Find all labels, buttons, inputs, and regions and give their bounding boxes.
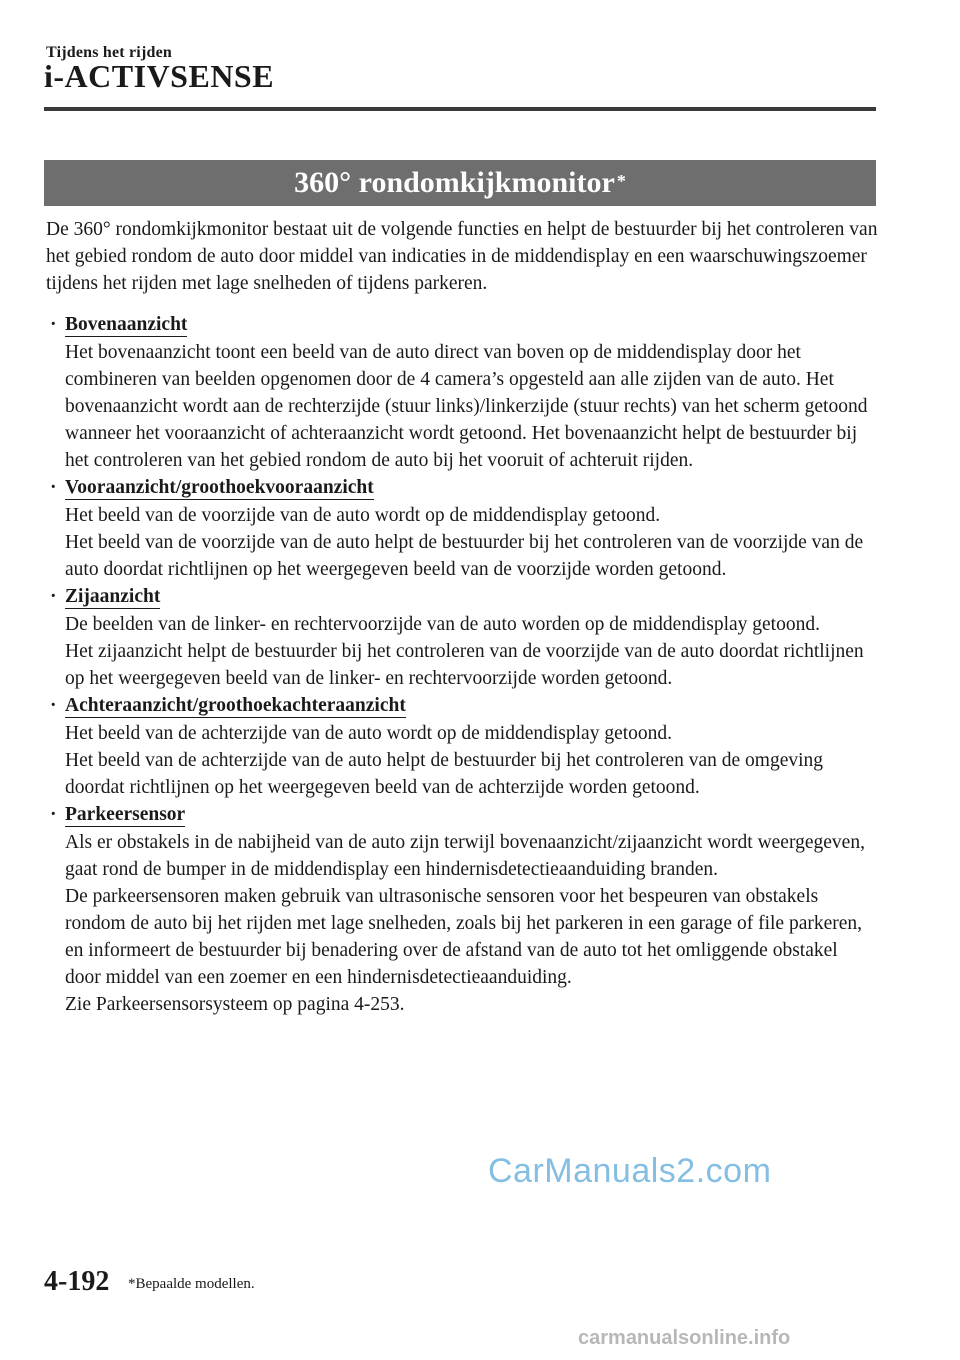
feature-paragraph: Als er obstakels in de nabijheid van de auto zijn terwijl bovenaanzicht/zijaanzicht wordt weergegeven, gaat rond de bumper in de middendisplay een hindernisdetectieaanduiding branden. [65,832,865,880]
feature-paragraph: De beelden van de linker- en rechtervoorzijde van de auto worden op de middendisplay getoond. [65,614,820,635]
footnote: *Bepaalde modellen. [128,1276,255,1292]
feature-list [46,311,878,1018]
bullet-marker: · [50,477,57,498]
feature-title: Parkeersensor [65,804,186,825]
feature-paragraph: Zie Parkeersensorsysteem op pagina 4-253. [65,994,405,1015]
feature-paragraph: Het bovenaanzicht toont een beeld van de auto direct van boven op de middendisplay door het combineren van beelden opgenomen door de 4 camera’s opgesteld aan alle zijden van de auto. Het bovenaanzicht wordt aan de rechterzijde (stuur links)/linkerzijde (stuur rechts) van het scherm getoond wanneer het vooraanzicht of achteraanzicht wordt getoond. Het bovenaanzicht helpt de bestuurder bij het controleren van het gebied rondom de auto bij het vooruit of achteruit rijden. [65,342,868,471]
feature-item [46,583,878,692]
feature-paragraph: De parkeersensoren maken gebruik van ultrasonische sensoren voor het bespeuren van obstakels rondom de auto bij het rijden met lage snelheden, zoals bij het parkeren in een garage of file parkeren, en informeert de bestuurder bij benadering over de afstand van de auto tot het omliggende obstakel door middel van een zoemer en een hindernisdetectieaanduiding. [65,886,863,988]
topic-title: 360° rondomkijkmonitor [294,166,615,199]
feature-item [46,474,878,583]
feature-title: Zijaanzicht [65,586,161,607]
feature-paragraph: Het beeld van de achterzijde van de auto helpt de bestuurder bij het controleren van de omgeving doordat richtlijnen op het weergegeven beeld van de achterzijde worden getoond. [65,750,824,798]
intro-paragraph: De 360° rondomkijkmonitor bestaat uit de volgende functies en helpt de bestuurder bij het controleren van het gebied rondom de auto door middel van indicaties in de middendisplay en een waarschuwingszoemer tijdens het rijden met lage snelheden of tijdens parkeren. [46,219,878,294]
watermark-footer: carmanualsonline.info [578,1327,791,1349]
feature-item [46,311,878,474]
section-title: i-ACTIVSENSE [44,58,275,94]
feature-title: Vooraanzicht/groothoekvooraanzicht [65,477,374,498]
topic-title-bar [44,160,876,206]
feature-title: Bovenaanzicht [65,314,188,335]
bullet-marker: · [50,586,57,607]
page-number: 4-192 [44,1266,110,1297]
body-content [46,216,878,1018]
watermark-logo: CarManuals2.com [488,1152,772,1190]
running-head: Tijdens het rijden [46,44,172,61]
title-asterisk: * [616,170,626,191]
feature-paragraph: Het beeld van de voorzijde van de auto helpt de bestuurder bij het controleren van de voorzijde van de auto doordat richtlijnen op het weergegeven beeld van de voorzijde worden getoond. [65,532,864,580]
bullet-marker: · [50,804,57,825]
feature-item [46,692,878,801]
feature-paragraph: Het beeld van de voorzijde van de auto wordt op de middendisplay getoond. [65,505,661,526]
bullet-marker: · [50,695,57,716]
feature-item [46,801,878,1018]
feature-paragraph: Het beeld van de achterzijde van de auto wordt op de middendisplay getoond. [65,723,673,744]
bullet-marker: · [50,314,57,335]
feature-paragraph: Het zijaanzicht helpt de bestuurder bij het controleren van de voorzijde van de auto doordat richtlijnen op het weergegeven beeld van de linker- en rechtervoorzijde worden getoond. [65,641,864,689]
header-rule [44,107,876,111]
feature-title: Achteraanzicht/groothoekachteraanzicht [65,695,406,716]
